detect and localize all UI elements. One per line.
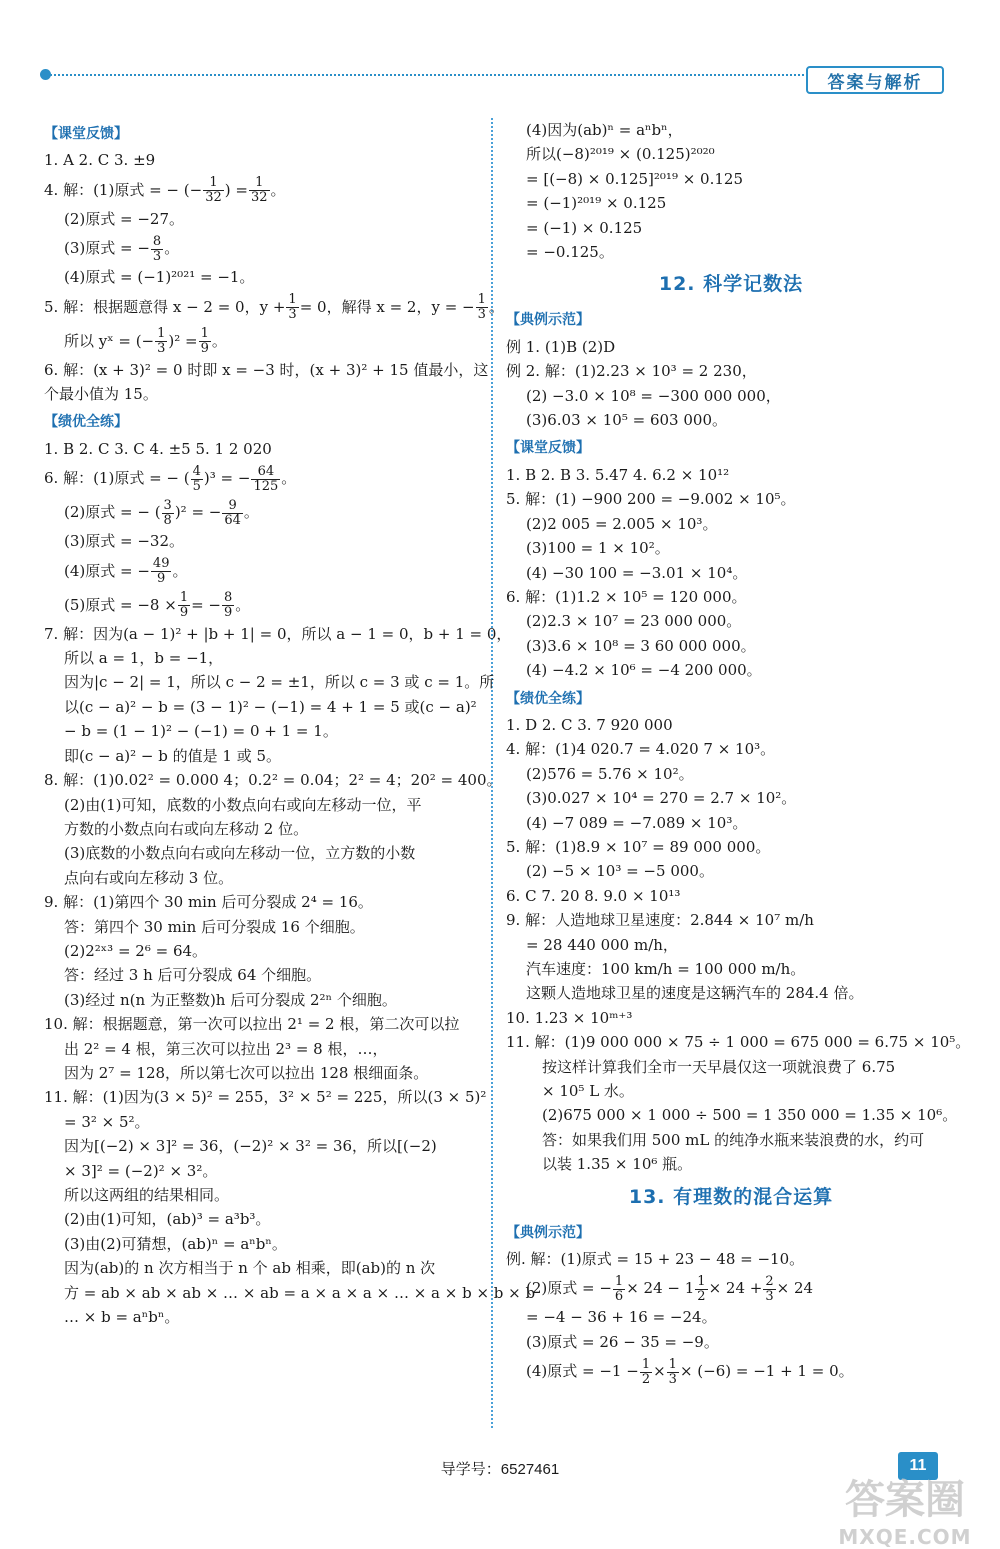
answer-line: (2)由(1)可知，底数的小数点向右或向左移动一位，平: [64, 795, 422, 814]
answer-line: 1. D 2. C 3. 7 920 000: [506, 715, 673, 734]
chapter-title: 12. 科学记数法: [658, 273, 804, 296]
answer-line: = −0.125。: [526, 243, 614, 262]
answer-line: = 28 440 000 m/h，: [526, 935, 678, 954]
answer-line: (4) −30 100 = −3.01 × 10⁴。: [526, 563, 748, 582]
section-heading: 【绩优全练】: [44, 414, 128, 431]
answer-line: 按这样计算我们全市一天早晨仅这一项就浪费了 6.75: [542, 1057, 896, 1076]
answer-line: 4. 解：(1)原式 = − (− $\frac{1}{32}$ ) = $\frac{1}{32}$ 。: [44, 175, 286, 206]
answer-line: 6. C 7. 20 8. 9.0 × 10¹³: [506, 886, 681, 905]
answer-line: 以装 1.35 × 10⁶ 瓶。: [542, 1155, 693, 1174]
answer-line: 以(c − a)² − b = (3 − 1)² − (−1) = 4 + 1 = 5 或(c − a)²: [64, 697, 477, 716]
answer-line: (3)经过 n(n 为正整数)h 后可分裂成 2²ⁿ 个细胞。: [64, 990, 397, 1009]
answer-line: 11. 解：(1)因为(3 × 5)² = 255，3² × 5² = 225，所以(3 × 5)²: [44, 1088, 487, 1107]
answer-line: = (−1)²⁰¹⁹ × 0.125: [526, 194, 667, 213]
section-heading: 【绩优全练】: [506, 690, 590, 707]
answer-line: 答：如果我们用 500 mL 的纯净水瓶来装浪费的水，约可: [542, 1130, 925, 1149]
right-column: [506, 118, 971, 1388]
answer-line: (2)原式 = − ( $\frac{3}{8}$ )² = − $\frac{9}{64}$ 。: [64, 497, 259, 528]
answer-line: 11. 解：(1)9 000 000 × 75 ÷ 1 000 = 675 000 = 6.75 × 10⁵。: [506, 1033, 971, 1052]
answer-line: 汽车速度：100 km/h = 100 000 m/h。: [526, 960, 806, 978]
answer-line: (3)0.027 × 10⁴ = 270 = 2.7 × 10²。: [526, 789, 797, 808]
answer-line: (2)2 005 = 2.005 × 10³。: [526, 514, 718, 533]
answer-line: = [(−8) × 0.125]²⁰¹⁹ × 0.125: [526, 169, 744, 188]
answer-line: 7. 解：因为(a − 1)² + |b + 1| = 0，所以 a − 1 = 0，b + 1 = 0，: [44, 624, 512, 643]
answer-line: − b = (1 − 1)² − (−1) = 0 + 1 = 1。: [64, 722, 338, 741]
answer-line: 9. 解：人造地球卫星速度：2.844 × 10⁷ m/h: [506, 911, 814, 930]
answer-line: 即(c − a)² − b 的值是 1 或 5。: [64, 746, 282, 765]
answer-line: 所以这两组的结果相同。: [64, 1186, 230, 1204]
answer-line: 5. 解：根据题意得 x − 2 = 0，y + $\frac{1}{3}$ = 0，解得 x = 2，y = − $\frac{1}{3}$ 。: [44, 292, 504, 323]
answer-line: (4) −7 089 = −7.089 × 10³。: [526, 813, 748, 832]
answer-line: 5. 解：(1) −900 200 = −9.002 × 10⁵。: [506, 490, 796, 509]
left-column: [44, 118, 536, 1329]
answer-line: 答：第四个 30 min 后可分裂成 16 个细胞。: [64, 917, 365, 936]
answer-line: (3)原式 = −32。: [64, 532, 185, 551]
answer-line: 答：经过 3 h 后可分裂成 64 个细胞。: [64, 966, 322, 985]
answer-line: 出 2² = 4 根，第三次可以拉出 2³ = 8 根，…，: [64, 1039, 388, 1058]
answer-line: (4)原式 = − $\frac{49}{9}$ 。: [64, 556, 188, 587]
answer-line: × 3]² = (−2)² × 3²。: [64, 1161, 218, 1180]
answer-line: (2) −5 × 10³ = −5 000。: [526, 862, 714, 881]
chapter-title: 13. 有理数的混合运算: [628, 1185, 834, 1208]
answer-line: (4)原式 = −1 − $\frac{1}{2}$ × $\frac{1}{3}$ × (−6) = −1 + 1 = 0。: [526, 1356, 854, 1387]
answer-line: (2)2²ˣ³ = 2⁶ = 64。: [64, 941, 208, 960]
answer-line: (4)原式 = (−1)²⁰²¹ = −1。: [64, 268, 255, 287]
answer-line: (3)原式 = 26 − 35 = −9。: [526, 1332, 719, 1351]
answer-line: (3)3.6 × 10⁸ = 3 60 000 000。: [526, 636, 756, 655]
answer-line: 点向右或向左移动 3 位。: [64, 868, 234, 887]
answer-line: (5)原式 = −8 × $\frac{1}{9}$ = − $\frac{8}{9}$ 。: [64, 590, 251, 621]
answer-line: 6. 解：(1)原式 = − ( $\frac{4}{5}$ )³ = − $\frac{64}{125}$ 。: [44, 463, 297, 494]
answer-line: × 10⁵ L 水。: [542, 1082, 634, 1101]
answer-line: (3)由(2)可猜想，(ab)ⁿ = aⁿbⁿ。: [64, 1234, 287, 1253]
section-heading: 【典例示范】: [506, 1224, 590, 1241]
answer-line: 6. 解：(1)1.2 × 10⁵ = 120 000。: [506, 587, 747, 606]
answer-line: 4. 解：(1)4 020.7 = 4.020 7 × 10³。: [506, 740, 776, 759]
answer-line: (2)原式 = − $\frac{1}{6}$ × 24 − 1 $\frac{1}{2}$ × 24 + $\frac{2}{3}$ × 24: [526, 1273, 814, 1304]
answer-line: = −4 − 36 + 16 = −24。: [526, 1308, 717, 1327]
answer-line: = 3² × 5²。: [64, 1112, 150, 1131]
answer-line: 1. B 2. C 3. C 4. ±5 5. 1 2 020: [44, 439, 272, 458]
answer-line: 因为|c − 2| = 1，所以 c − 2 = ±1，所以 c = 3 或 c = 1。所: [64, 673, 495, 692]
section-heading: 【课堂反馈】: [506, 440, 590, 457]
section-heading: 【典例示范】: [506, 312, 590, 329]
watermark-logo: [820, 1468, 990, 1549]
answer-line: 例. 解：(1)原式 = 15 + 23 − 48 = −10。: [506, 1250, 805, 1269]
answer-line: 6. 解：(x + 3)² = 0 时即 x = −3 时，(x + 3)² + 15 值最小，这: [44, 360, 489, 379]
answer-line: 5. 解：(1)8.9 × 10⁷ = 89 000 000。: [506, 837, 771, 856]
answer-line: (4) −4.2 × 10⁶ = −4 200 000。: [526, 661, 762, 680]
answer-line: (3)6.03 × 10⁵ = 603 000。: [526, 411, 727, 430]
answer-line: (2)原式 = −27。: [64, 209, 185, 228]
answer-line: (2)由(1)可知，(ab)³ = a³b³。: [64, 1210, 271, 1229]
answer-line: (2) −3.0 × 10⁸ = −300 000 000，: [526, 386, 781, 405]
header-dotted-line: [46, 74, 804, 76]
answer-line: 10. 解：根据题意，第一次可以拉出 2¹ = 2 根，第二次可以拉: [44, 1015, 460, 1034]
answer-line: 因为[(−2) × 3]² = 36，(−2)² × 3² = 36，所以[(−2): [64, 1137, 437, 1156]
answer-line: 个最小值为 15。: [44, 385, 158, 404]
watermark-sub: MXQE.COM: [838, 1525, 972, 1549]
answer-line: (3)原式 = − $\frac{8}{3}$ 。: [64, 233, 180, 264]
answer-line: (2)2.3 × 10⁷ = 23 000 000。: [526, 612, 742, 631]
answer-line: 方 = ab × ab × ab × … × ab = a × a × a × … × a × b × b × b: [64, 1283, 536, 1302]
answer-line: 例 1. (1)B (2)D: [506, 337, 616, 356]
answer-line: 8. 解：(1)0.02² = 0.000 4；0.2² = 0.04；2² = 4；20² = 400。: [44, 771, 502, 790]
page-number: 11: [898, 1452, 938, 1480]
answer-line: 所以(−8)²⁰¹⁹ × (0.125)²⁰²⁰: [526, 145, 715, 164]
watermark-main: 答案圈: [845, 1477, 965, 1523]
answer-line: 因为 2⁷ = 128，所以第七次可以拉出 128 根细面条。: [64, 1063, 429, 1082]
answer-line: (2)576 = 5.76 × 10²。: [526, 764, 694, 783]
answer-line: = (−1) × 0.125: [526, 218, 643, 237]
answer-line: 因为(ab)的 n 次方相当于 n 个 ab 相乘，即(ab)的 n 次: [64, 1259, 436, 1278]
answer-line: (3)100 = 1 × 10²。: [526, 539, 670, 558]
answer-line: … × b = aⁿbⁿ。: [64, 1308, 180, 1327]
answer-line: (3)底数的小数点向右或向左移动一位，立方数的小数: [64, 844, 416, 863]
section-heading: 【课堂反馈】: [44, 126, 128, 142]
footer-code: 导学号：6527461: [440, 1461, 560, 1478]
answer-line: 例 2. 解：(1)2.23 × 10³ = 2 230，: [506, 362, 757, 381]
answer-line: 10. 1.23 × 10ᵐ⁺³: [506, 1008, 633, 1027]
answer-line: 1. B 2. B 3. 5.47 4. 6.2 × 10¹²: [506, 465, 730, 484]
answer-line: (2)675 000 × 1 000 ÷ 500 = 1 350 000 = 1.35 × 10⁶。: [542, 1106, 958, 1125]
answer-line: 9. 解：(1)第四个 30 min 后可分裂成 2⁴ = 16。: [44, 893, 373, 912]
answer-line: 所以 yˣ = (− $\frac{1}{3}$ )² = $\frac{1}{9}$ 。: [64, 326, 227, 357]
answer-line: 方数的小数点向右或向左移动 2 位。: [64, 819, 309, 838]
answer-line: 1. A 2. C 3. ±9: [44, 151, 156, 170]
answer-line: 所以 a = 1，b = −1，: [64, 649, 224, 668]
answer-line: 这颗人造地球卫星的速度是这辆汽车的 284.4 倍。: [526, 984, 864, 1003]
answer-line: (4)因为(ab)ⁿ = aⁿbⁿ，: [526, 121, 683, 139]
header-badge: 答案与解析: [806, 66, 944, 94]
